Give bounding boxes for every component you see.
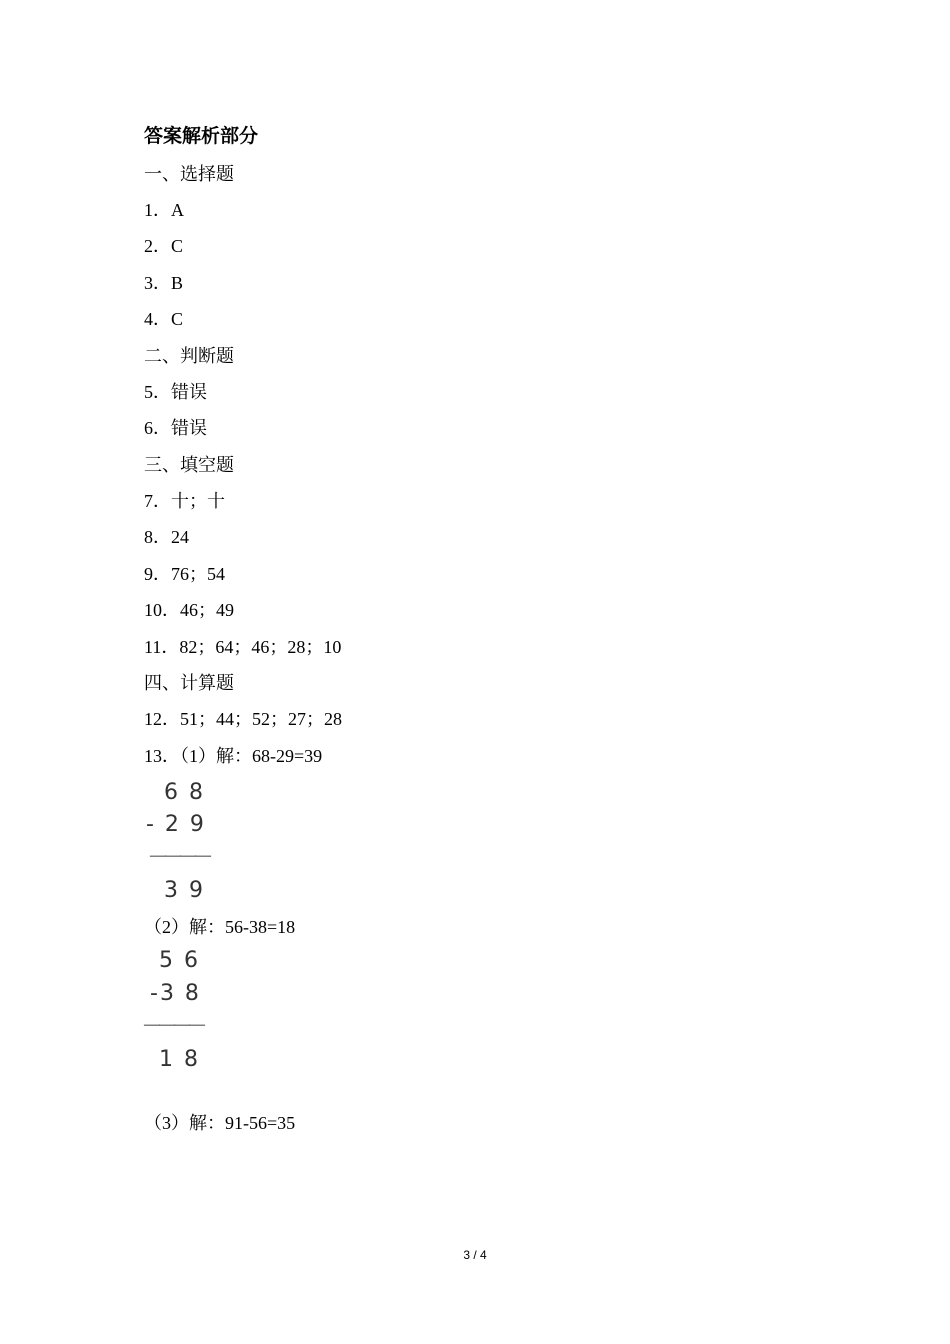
- part3-line: （3）解：91-56=35: [144, 1113, 296, 1133]
- answer-line-1: 1．A: [144, 200, 184, 220]
- answer-line-10: 10．46；49: [144, 600, 234, 620]
- answer-line-7: 7．十；十: [144, 491, 225, 511]
- answer-line-11: 11．82；64；46；28；10: [144, 637, 342, 657]
- calc1-result: 3 9: [146, 878, 205, 903]
- answer-line-9: 9．76；54: [144, 564, 225, 584]
- page-number: 3 / 4: [463, 1248, 487, 1262]
- calc1-top-number: 6 8: [146, 780, 205, 805]
- calc1-divider: ————: [150, 847, 210, 864]
- page-title: 答案解析部分: [144, 126, 259, 147]
- answer-line-3: 3．B: [144, 273, 184, 293]
- section-heading-fill: 三、填空题: [144, 455, 234, 475]
- part2-line: （2）解：56-38=18: [144, 917, 296, 937]
- answer-line-8: 8．24: [144, 527, 189, 547]
- calc2-top-number: 5 6: [150, 948, 200, 973]
- section-heading-choice: 一、选择题: [144, 164, 234, 184]
- calc2-divider: ————: [144, 1016, 204, 1033]
- answer-line-12: 12．51；44；52；27；28: [144, 709, 342, 729]
- calc2-result: 1 8: [150, 1047, 200, 1072]
- calc2-subtrahend: -3 8: [150, 981, 201, 1006]
- answer-line-2: 2．C: [144, 236, 184, 256]
- section-heading-judge: 二、判断题: [144, 346, 234, 366]
- answer-line-4: 4．C: [144, 309, 184, 329]
- answer-line-6: 6．错误: [144, 418, 207, 438]
- answer-line-5: 5．错误: [144, 382, 207, 402]
- answer-line-13: 13．（1）解：68-29=39: [144, 746, 323, 766]
- section-heading-calc: 四、计算题: [144, 673, 234, 693]
- calc1-subtrahend: - 2 9: [146, 812, 206, 837]
